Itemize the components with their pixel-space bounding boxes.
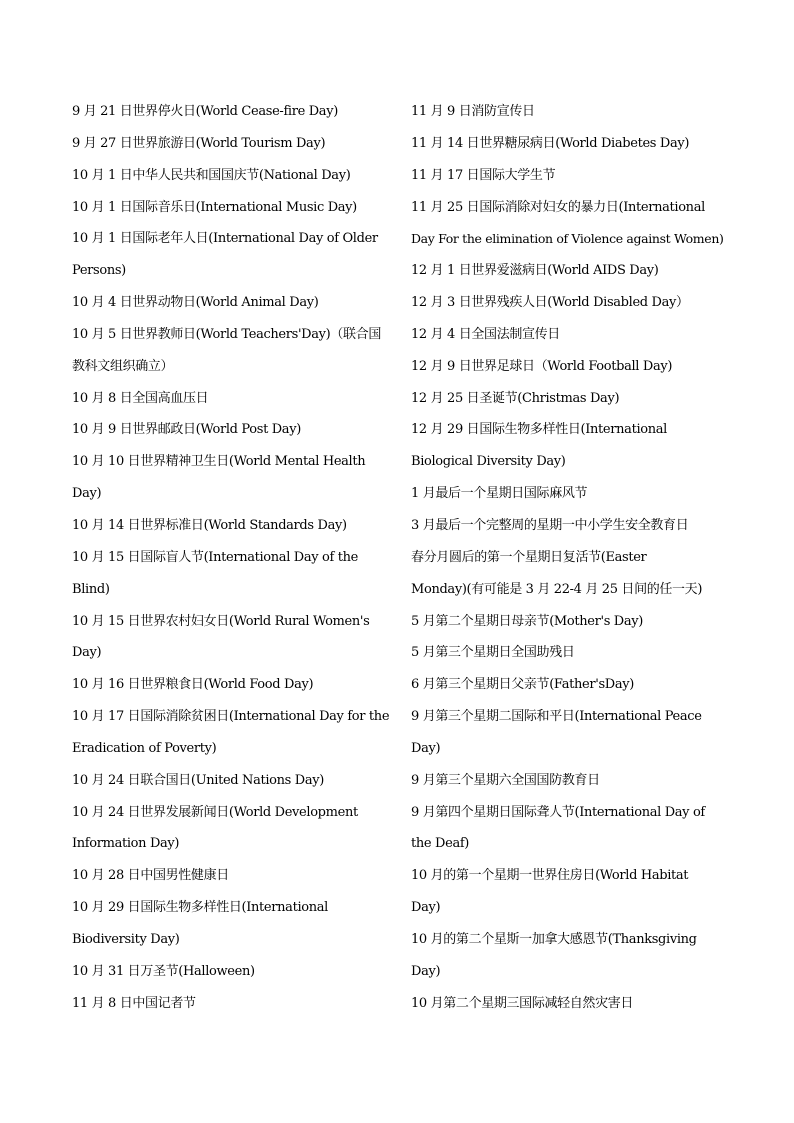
text-line: 5 月第二个星期日母亲节(Mother's Day) <box>411 613 643 629</box>
left-column <box>72 96 390 1019</box>
text-line: 10 月 29 日国际生物多样性日(International <box>72 900 328 916</box>
text-line: 12 月 3 日世界残疾人日(World Disabled Day） <box>411 295 689 311</box>
text-line: 11 月 14 日世界糖尿病日(World Diabetes Day) <box>411 135 690 151</box>
text-line: Biodiversity Day) <box>72 931 180 947</box>
text-line: 5 月第三个星期日全国助残日 <box>411 645 575 661</box>
text-line: 9 月第三个星期二国际和平日(International Peace <box>411 709 702 725</box>
text-line: 9 月第三个星期六全国国防教育日 <box>411 772 600 788</box>
text-line: Blind) <box>72 581 110 597</box>
text-line: 9 月第四个星期日国际聋人节(International Day of <box>411 804 705 820</box>
text-line: 12 月 29 日国际生物多样性日(International <box>411 422 667 438</box>
text-line: 11 月 17 日国际大学生节 <box>411 167 556 183</box>
text-line: Day) <box>411 900 441 916</box>
text-line: 10 月 17 日国际消除贫困日(International Day for the <box>72 709 390 725</box>
text-line: the Deaf) <box>411 836 470 852</box>
text-line: 10 月 4 日世界动物日(World Animal Day) <box>72 295 319 311</box>
text-line: 9 月 27 日世界旅游日(World Tourism Day) <box>72 135 326 151</box>
text-line: 3 月最后一个完整周的星期一中小学生安全教育日 <box>411 517 689 533</box>
text-line: 10 月 9 日世界邮政日(World Post Day) <box>72 422 301 438</box>
text-line: 教科文组织确立） <box>72 358 174 374</box>
text-line: 10 月 5 日世界教师日(World Teachers'Day)（联合国 <box>72 326 381 342</box>
text-line: 1 月最后一个星期日国际麻风节 <box>411 486 588 502</box>
text-line: 10 月 24 日世界发展新闻日(World Development <box>72 804 358 820</box>
text-line: 10 月 14 日世界标准日(World Standards Day) <box>72 517 347 533</box>
text-line: 10 月 1 日国际音乐日(International Music Day) <box>72 199 357 215</box>
text-line: 11 月 9 日消防宣传日 <box>411 104 535 119</box>
text-line: Day) <box>72 486 102 502</box>
text-line: 12 月 9 日世界足球日（World Football Day) <box>411 358 673 374</box>
text-line: 10 月 24 日联合国日(United Nations Day) <box>72 772 324 788</box>
text-line: 10 月 8 日全国高血压日 <box>72 390 209 406</box>
text-line: Persons) <box>72 263 126 279</box>
text-line: 10 月 15 日世界农村妇女日(World Rural Women's <box>72 613 370 629</box>
right-column <box>411 96 725 1019</box>
text-line: 10 月第二个星期三国际减轻自然灾害日 <box>411 995 634 1011</box>
text-line: 6 月第三个星期日父亲节(Father'sDay) <box>411 677 634 693</box>
text-line: 10 月 1 日中华人民共和国国庆节(National Day) <box>72 167 351 183</box>
text-line: Day) <box>411 740 441 756</box>
text-line: 12 月 25 日圣诞节(Christmas Day) <box>411 390 620 406</box>
text-line: 10 月 31 日万圣节(Halloween) <box>72 963 255 979</box>
text-line: Day For the elimination of Violence against Women) <box>411 231 724 247</box>
text-line: Monday)(有可能是 3 月 22-4 月 25 日间的任一天) <box>411 581 703 597</box>
text-line: 10 月的第一个星期一世界住房日(World Habitat <box>411 868 689 884</box>
text-line: 12 月 4 日全国法制宣传日 <box>411 326 560 342</box>
text-line: 10 月 15 日国际盲人节(International Day of the <box>72 549 358 565</box>
text-line: Biological Diversity Day) <box>411 454 566 470</box>
text-line: Eradication of Poverty) <box>72 740 217 756</box>
text-line: 10 月的第二个星斯一加拿大感恩节(Thanksgiving <box>411 931 697 947</box>
text-line: 春分月圆后的第一个星期日复活节(Easter <box>411 549 647 565</box>
text-line: 12 月 1 日世界爱滋病日(World AIDS Day) <box>411 263 659 279</box>
text-line: 10 月 10 日世界精神卫生日(World Mental Health <box>72 454 366 470</box>
text-line: 9 月 21 日世界停火日(World Cease-fire Day) <box>72 104 338 119</box>
text-line: 10 月 1 日国际老年人日(International Day of Older <box>72 231 378 247</box>
text-line: Day) <box>411 963 441 979</box>
text-line: 11 月 8 日中国记者节 <box>72 995 196 1011</box>
text-line: 11 月 25 日国际消除对妇女的暴力日(International <box>411 199 705 215</box>
text-line: Day) <box>72 645 102 661</box>
text-line: 10 月 16 日世界粮食日(World Food Day) <box>72 677 314 693</box>
text-line: 10 月 28 日中国男性健康日 <box>72 868 229 884</box>
text-line: Information Day) <box>72 836 180 852</box>
